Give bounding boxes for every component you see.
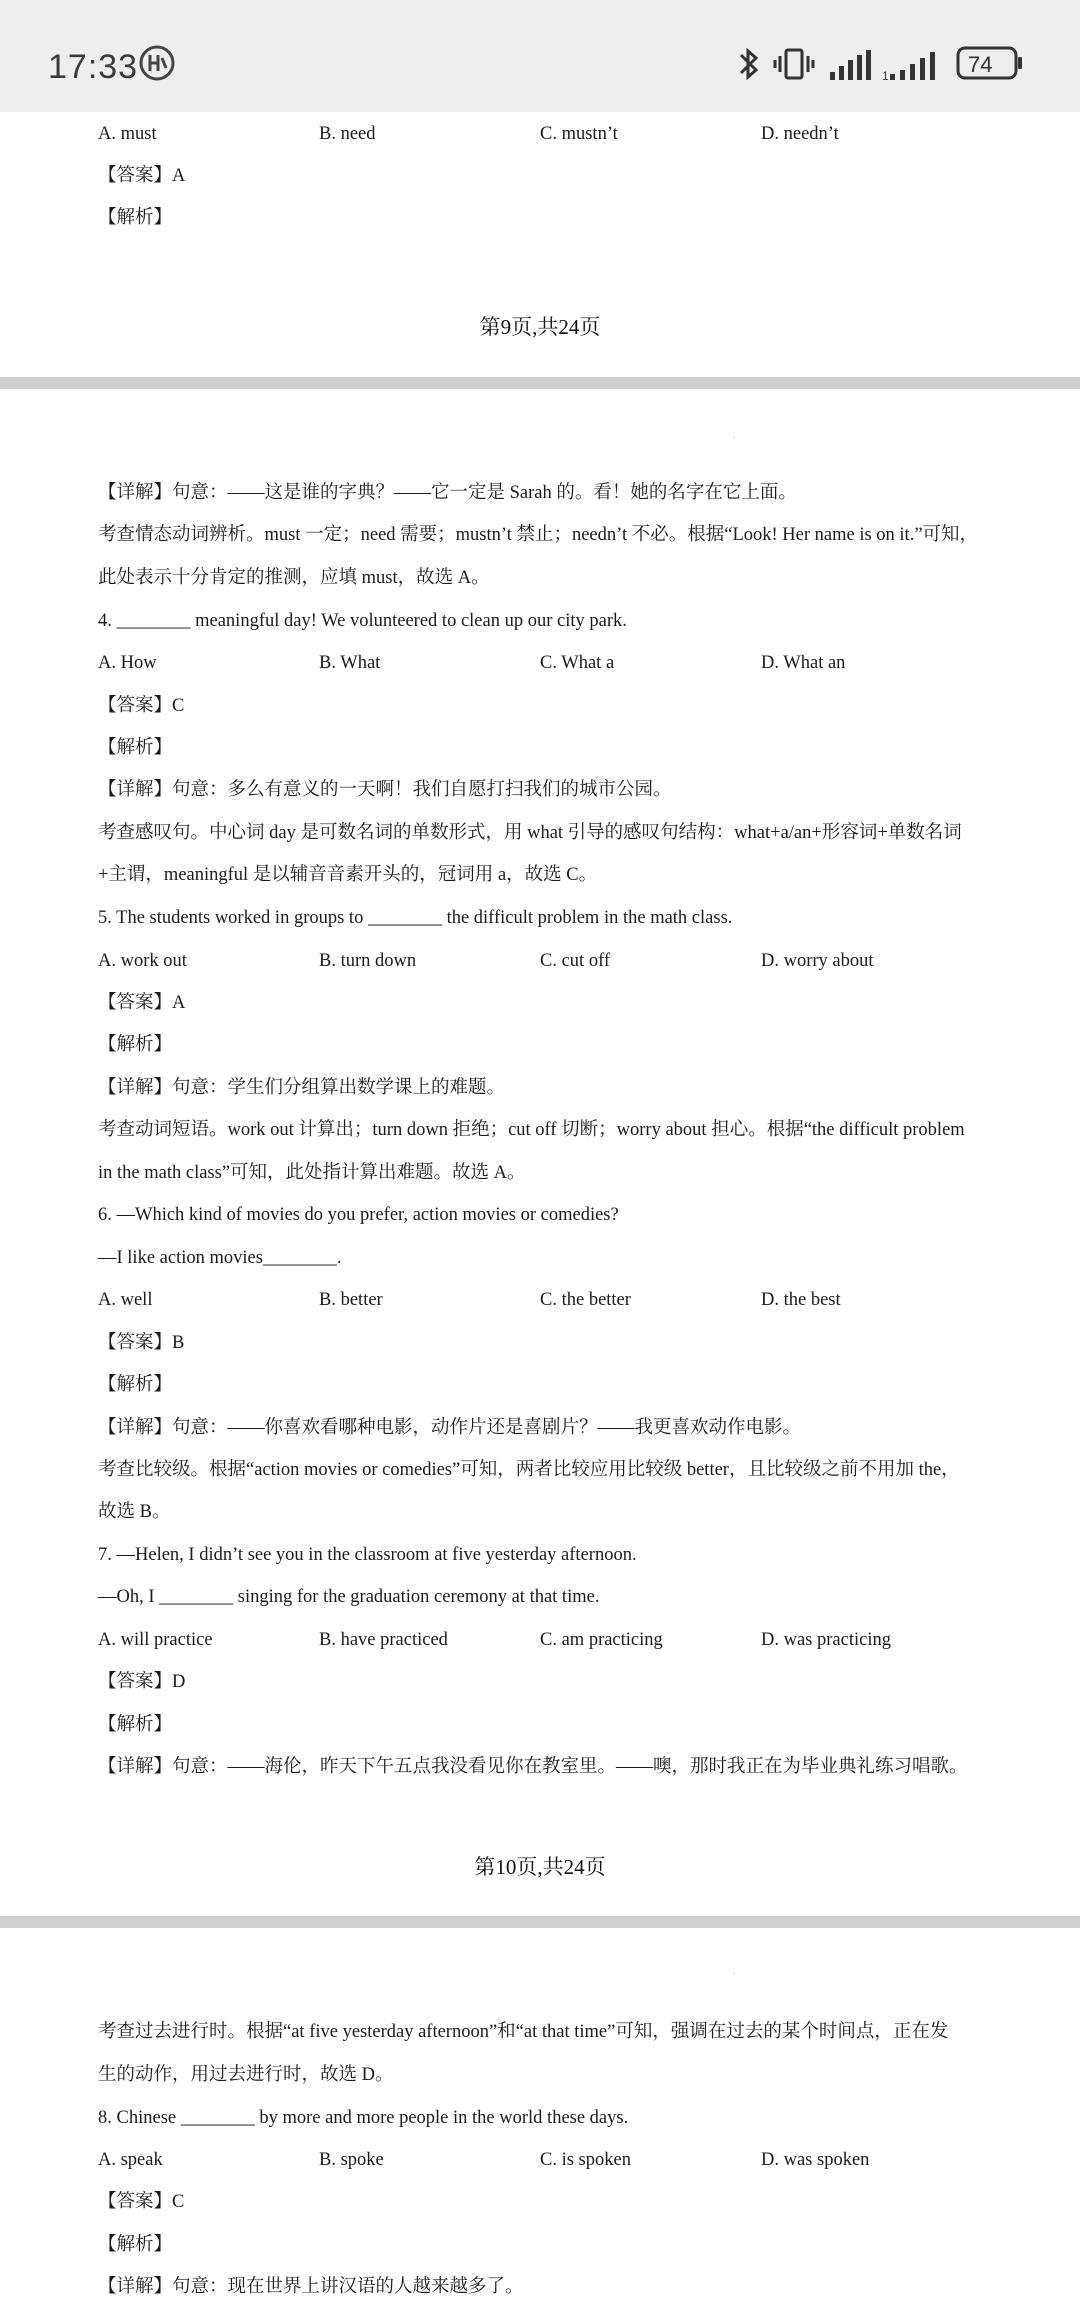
q7-detail: 【详解】句意：——海伦，昨天下午五点我没看见你在教室里。——噢，那时我正在为毕业典礼练习唱歌。 (98, 1757, 968, 1777)
q5-analysis-label: 【解析】 (98, 1035, 173, 1055)
q5-option-d: D. worry about (761, 951, 874, 971)
q5-option-c: C. cut off (540, 951, 611, 971)
q6-detail: 【详解】句意：——你喜欢看哪种电影，动作片还是喜剧片？——我更喜欢动作电影。 (98, 1418, 802, 1438)
q6-option-c: C. the better (540, 1290, 631, 1310)
q5-answer: 【答案】A (98, 993, 186, 1013)
q8-answer: 【答案】C (98, 2192, 185, 2212)
q8-analysis-label: 【解析】 (98, 2235, 173, 2255)
q7-stem-1: 7. —Helen, I didn’t see you in the classroom at five yesterday afternoon. (98, 1545, 637, 1565)
q6-stem-2: —I like action movies________. (98, 1248, 342, 1268)
hd-badge-icon (138, 44, 176, 82)
q7-stem-2: —Oh, I ________ singing for the graduation ceremony at that time. (98, 1587, 600, 1607)
clock: 17:33 (48, 48, 139, 86)
q4-detail: 【详解】句意：多么有意义的一天啊！我们自愿打扫我们的城市公园。 (98, 780, 672, 800)
q3-option-d: D. needn’t (761, 124, 839, 144)
q7-answer: 【答案】D (98, 1672, 186, 1692)
q7-analysis-label: 【解析】 (98, 1715, 173, 1735)
page-mark: . (733, 1966, 736, 1977)
q6-stem-1: 6. —Which kind of movies do you prefer, action movies or comedies? (98, 1205, 619, 1225)
q4-answer: 【答案】C (98, 696, 185, 716)
q3-explain-line-1: 考查情态动词辨析。must 一定；need 需要；mustn’t 禁止；needn’t 不必。根据“Look! Her name is on it.”可知， (98, 525, 979, 545)
q8-detail: 【详解】句意：现在世界上讲汉语的人越来越多了。 (98, 2277, 524, 2297)
q4-option-a: A. How (98, 653, 157, 673)
q3-option-b: B. need (319, 124, 376, 144)
page-9-footer: 第9页,共24页 (479, 315, 601, 339)
q5-explain-line-2: in the math class”可知，此处指计算出难题。故选 A。 (98, 1163, 526, 1183)
q7-option-b: B. have practiced (319, 1630, 448, 1650)
q5-option-a: A. work out (98, 951, 187, 971)
bluetooth-icon (736, 46, 762, 82)
q7-option-c: C. am practicing (540, 1630, 663, 1650)
q6-option-b: B. better (319, 1290, 383, 1310)
q3-explain-line-2: 此处表示十分肯定的推测，应填 must，故选 A。 (98, 568, 490, 588)
vibrate-icon (772, 46, 816, 82)
q8-option-d: D. was spoken (761, 2150, 870, 2170)
q6-explain-line-1: 考查比较级。根据“action movies or comedies”可知，两者比较应用比较级 better，且比较级之前不用加 the， (98, 1460, 960, 1480)
q6-option-a: A. well (98, 1290, 153, 1310)
q5-detail: 【详解】句意：学生们分组算出数学课上的难题。 (98, 1078, 506, 1098)
q5-option-b: B. turn down (319, 951, 417, 971)
signal-strength-2-icon (882, 50, 946, 82)
q4-explain-line-2: +主谓，meaningful 是以辅音音素开头的，冠词用 a，故选 C。 (98, 865, 598, 885)
q3-answer: 【答案】A (98, 166, 186, 186)
status-bar (0, 0, 1080, 112)
q7-explain-line-1: 考查过去进行时。根据“at five yesterday afternoon”和“at that time”可知，强调在过去的某个时间点，正在发 (98, 2022, 949, 2042)
page-separator (0, 377, 1080, 389)
status-icons (736, 44, 1036, 86)
q4-option-b: B. What (319, 653, 381, 673)
page-10-footer: 第10页,共24页 (474, 1855, 606, 1879)
q8-option-c: C. is spoken (540, 2150, 631, 2170)
q3-detail: 【详解】句意：——这是谁的字典？——它一定是 Sarah 的。看！她的名字在它上面。 (98, 483, 797, 503)
q5-explain-line-1: 考查动词短语。work out 计算出；turn down 拒绝；cut off 切断；worry about 担心。根据“the difficult problem (98, 1120, 965, 1140)
q3-option-c: C. mustn’t (540, 124, 618, 144)
q4-option-c: C. What a (540, 653, 615, 673)
q6-option-d: D. the best (761, 1290, 841, 1310)
q6-explain-line-2: 故选 B。 (98, 1502, 171, 1522)
q6-answer: 【答案】B (98, 1333, 185, 1353)
q3-option-a: A. must (98, 124, 157, 144)
q7-explain-line-2: 生的动作，用过去进行时，故选 D。 (98, 2065, 394, 2085)
q8-option-a: A. speak (98, 2150, 163, 2170)
q4-option-d: D. What an (761, 653, 846, 673)
svg-text:1: 1 (882, 69, 889, 82)
q7-option-a: A. will practice (98, 1630, 213, 1650)
q7-option-d: D. was practicing (761, 1630, 891, 1650)
q3-analysis-label: 【解析】 (98, 208, 173, 228)
page-mark: . (733, 430, 736, 441)
q5-stem: 5. The students worked in groups to ________ the difficult problem in the math class. (98, 908, 733, 928)
q4-stem: 4. ________ meaningful day! We volunteered to clean up our city park. (98, 611, 627, 631)
q8-option-b: B. spoke (319, 2150, 384, 2170)
page-separator (0, 1916, 1080, 1928)
q4-explain-line-1: 考查感叹句。中心词 day 是可数名词的单数形式，用 what 引导的感叹句结构：what+a/an+形容词+单数名词 (98, 823, 962, 843)
q8-stem: 8. Chinese ________ by more and more people in the world these days. (98, 2108, 629, 2128)
q6-analysis-label: 【解析】 (98, 1375, 173, 1395)
battery-level: 74 (968, 52, 993, 77)
signal-strength-icon (828, 50, 874, 82)
q4-analysis-label: 【解析】 (98, 738, 173, 758)
